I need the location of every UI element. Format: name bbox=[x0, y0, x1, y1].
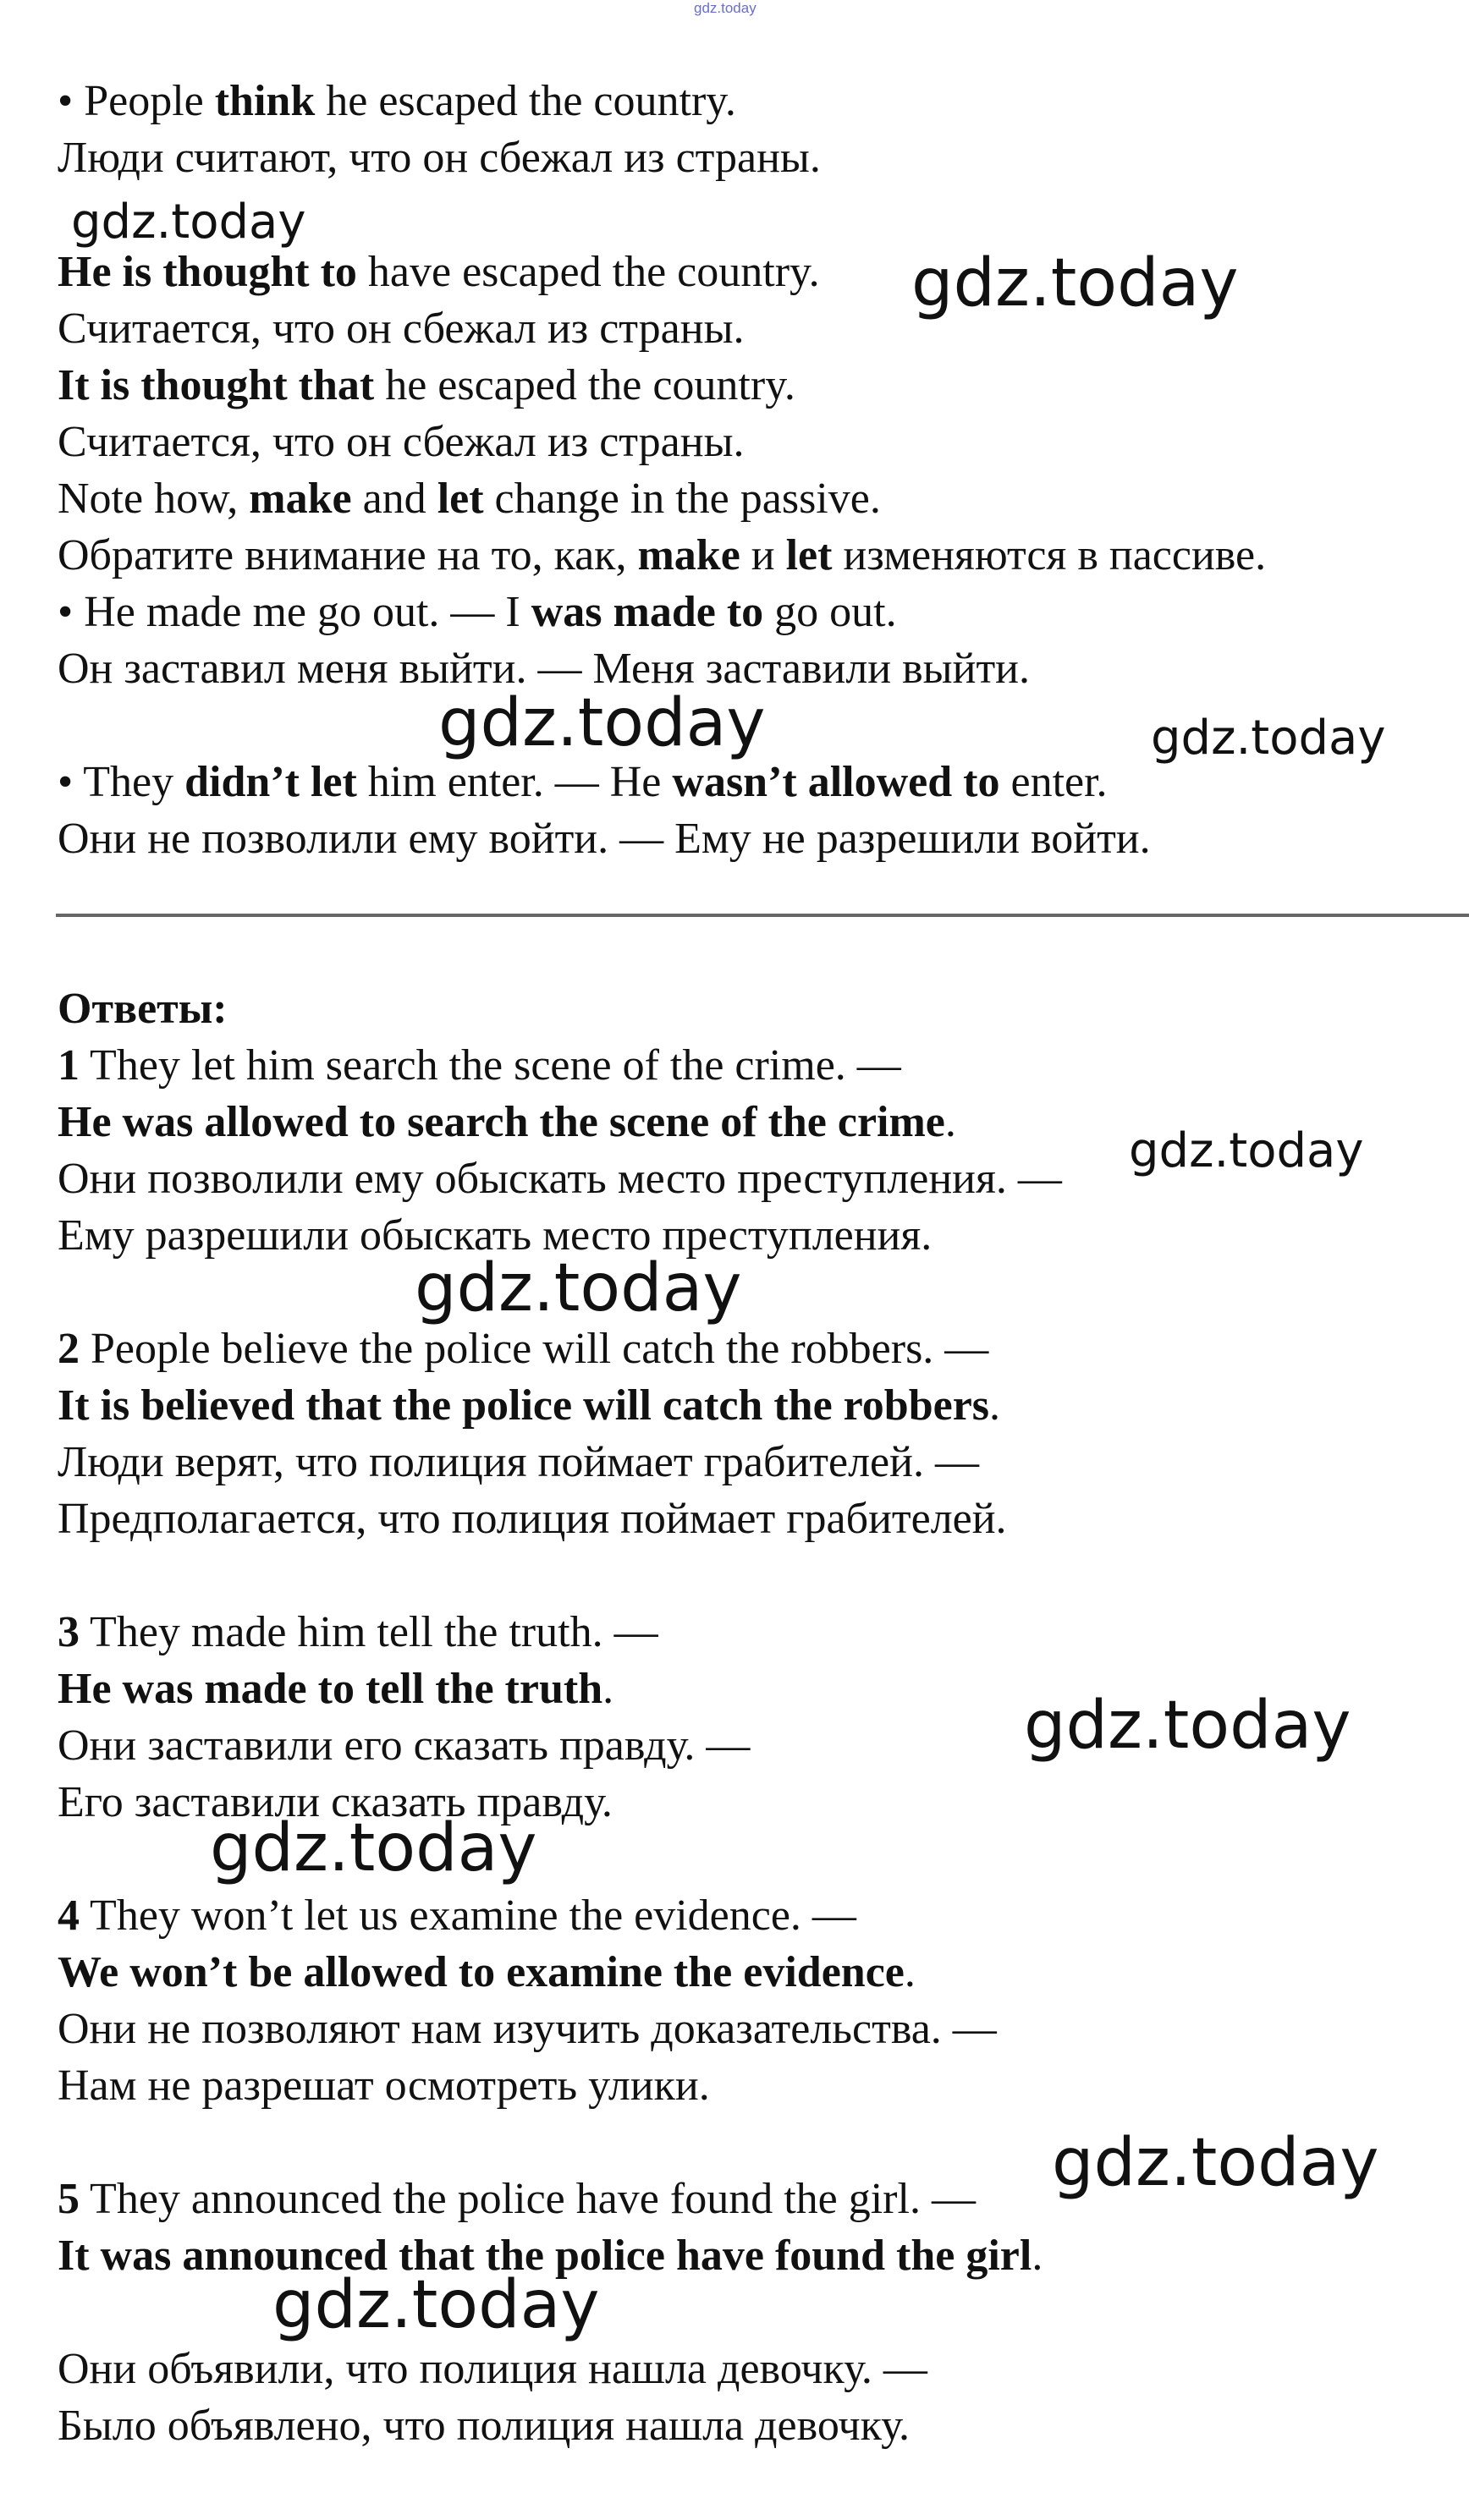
text: Note how, bbox=[58, 475, 250, 523]
answer-4-sentence bbox=[58, 1891, 856, 1941]
header-watermark: gdz.today bbox=[694, 0, 757, 16]
example-line bbox=[58, 757, 1108, 808]
bold-text: let bbox=[785, 531, 833, 579]
answer-2-translation-passive: Предполагается, что полиция поймает грабителей. bbox=[58, 1495, 1007, 1543]
text: . bbox=[989, 1381, 1001, 1430]
text: They made him tell the truth. — bbox=[80, 1608, 658, 1656]
bold-text: It was announced that the police have found the girl bbox=[58, 2232, 1032, 2280]
bold-text: It is thought that bbox=[58, 361, 375, 409]
text: go out. bbox=[763, 588, 897, 636]
text: change in the passive. bbox=[483, 475, 881, 523]
text: . bbox=[1032, 2232, 1043, 2280]
translation-line: Он заставил меня выйти. — Меня заставили выйти. bbox=[58, 645, 1031, 693]
bold-text: We won’t be allowed to examine the evidence bbox=[58, 1948, 905, 1996]
answer-3-sentence bbox=[58, 1607, 658, 1658]
text: enter. bbox=[999, 758, 1108, 806]
section-divider bbox=[56, 914, 1469, 917]
text: him enter. — He bbox=[356, 758, 673, 806]
text: изменяются в пассиве. bbox=[832, 531, 1267, 579]
answer-number: 4 bbox=[58, 1891, 80, 1940]
watermark: gdz.today bbox=[210, 1810, 537, 1886]
bold-text: think bbox=[214, 77, 316, 125]
answer-1-translation-passive: Ему разрешили обыскать место преступления. bbox=[58, 1211, 933, 1260]
note-translation-line bbox=[58, 530, 1266, 581]
bold-text: was made to bbox=[531, 588, 764, 636]
text: have escaped the country. bbox=[356, 248, 820, 296]
bold-text: didn’t let bbox=[184, 758, 357, 806]
text: he escaped the country. bbox=[374, 361, 795, 409]
translation-line: Они не позволили ему войти. — Ему не разрешили войти. bbox=[58, 815, 1151, 863]
answer-1-passive bbox=[58, 1097, 956, 1148]
translation-line: Считается, что он сбежал из страны. bbox=[58, 418, 745, 466]
watermark: gdz.today bbox=[71, 195, 306, 250]
bold-text: It is believed that the police will catch the robbers bbox=[58, 1381, 990, 1430]
text: he escaped the country. bbox=[315, 77, 736, 125]
bold-text: He is thought to bbox=[58, 248, 357, 296]
text: People believe the police will catch the robbers. — bbox=[80, 1325, 989, 1373]
bold-text: He was allowed to search the scene of the crime bbox=[58, 1098, 945, 1146]
answer-2-translation: Люди верят, что полиция поймает грабителей. — bbox=[58, 1438, 979, 1486]
answer-2-sentence bbox=[58, 1324, 988, 1375]
watermark: gdz.today bbox=[1024, 1688, 1351, 1764]
bold-text: let bbox=[437, 475, 484, 523]
bold-text: wasn’t allowed to bbox=[672, 758, 1000, 806]
text: • He made me go out. — I bbox=[58, 588, 531, 636]
watermark: gdz.today bbox=[438, 685, 766, 761]
watermark: gdz.today bbox=[911, 245, 1239, 321]
answer-number: 5 bbox=[58, 2175, 80, 2223]
text: . bbox=[602, 1665, 614, 1713]
text: . bbox=[944, 1098, 956, 1146]
translation-line: Люди считают, что он сбежал из страны. bbox=[58, 134, 821, 182]
answer-2-passive bbox=[58, 1381, 1000, 1431]
answer-3-translation: Они заставили его сказать правду. — bbox=[58, 1721, 751, 1770]
text: They let him search the scene of the crime. — bbox=[80, 1041, 901, 1090]
watermark: gdz.today bbox=[1052, 2125, 1379, 2201]
answer-number: 1 bbox=[58, 1041, 80, 1090]
answer-5-translation-passive: Было объявлено, что полиция нашла девочку. bbox=[58, 2402, 910, 2450]
watermark: gdz.today bbox=[1129, 1123, 1364, 1178]
example-line bbox=[58, 360, 795, 411]
answer-3-translation-passive: Его заставили сказать правду. bbox=[58, 1778, 613, 1826]
answer-4-passive bbox=[58, 1947, 916, 1998]
text: They announced the police have found the girl. — bbox=[80, 2175, 976, 2223]
example-line bbox=[58, 587, 897, 638]
heading-text: Ответы: bbox=[58, 985, 228, 1033]
bold-text: make bbox=[637, 531, 740, 579]
text: . bbox=[904, 1948, 916, 1996]
watermark: gdz.today bbox=[415, 1250, 742, 1326]
text: • They bbox=[58, 758, 185, 806]
answer-4-translation-passive: Нам не разрешат осмотреть улики. bbox=[58, 2062, 710, 2110]
text: Обратите внимание на то, как, bbox=[58, 531, 638, 579]
watermark: gdz.today bbox=[272, 2267, 600, 2343]
text: and bbox=[351, 475, 437, 523]
answers-heading bbox=[58, 984, 228, 1035]
text: и bbox=[740, 531, 786, 579]
answer-1-sentence bbox=[58, 1040, 901, 1091]
answer-1-translation: Они позволили ему обыскать место преступления. — bbox=[58, 1155, 1062, 1203]
note-line bbox=[58, 474, 881, 524]
bold-text: make bbox=[249, 475, 352, 523]
answer-5-sentence bbox=[58, 2174, 976, 2225]
text: • People bbox=[58, 77, 215, 125]
translation-line: Считается, что он сбежал из страны. bbox=[58, 305, 745, 353]
example-line bbox=[58, 76, 736, 127]
answer-5-translation: Они объявили, что полиция нашла девочку. — bbox=[58, 2345, 927, 2393]
answer-4-translation: Они не позволяют нам изучить доказательства. — bbox=[58, 2005, 997, 2053]
example-line bbox=[58, 247, 820, 298]
watermark: gdz.today bbox=[1151, 711, 1386, 766]
answer-3-passive bbox=[58, 1664, 613, 1715]
answer-number: 3 bbox=[58, 1608, 80, 1656]
answer-number: 2 bbox=[58, 1325, 80, 1373]
text: They won’t let us examine the evidence. — bbox=[80, 1891, 856, 1940]
bold-text: He was made to tell the truth bbox=[58, 1665, 603, 1713]
